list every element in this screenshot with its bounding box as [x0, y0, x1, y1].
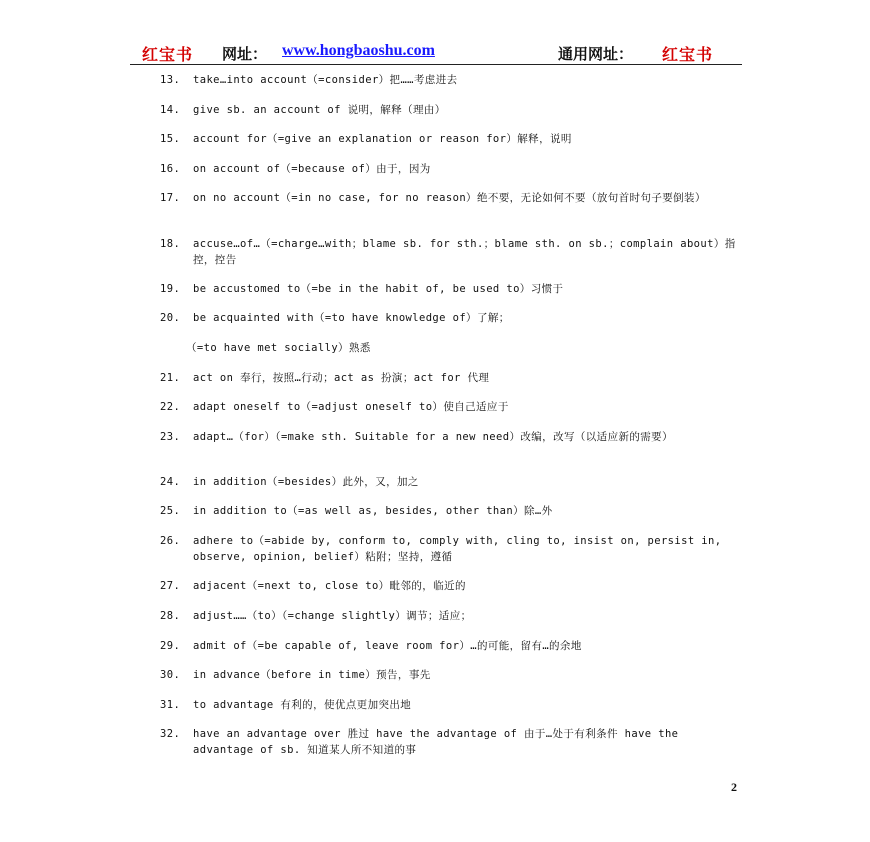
- page-header: [130, 40, 740, 64]
- item-number: 16.: [160, 163, 181, 175]
- list-item: [160, 608, 472, 624]
- item-text: act on 奉行，按照…行动；act as 扮演；act for 代理: [193, 372, 490, 384]
- item-number: 17.: [160, 192, 181, 204]
- list-item: [160, 726, 745, 758]
- header-divider: [130, 64, 742, 65]
- page-number: 2: [731, 780, 737, 794]
- item-text: in addition to（=as well as, besides, other than）除…外: [193, 505, 553, 517]
- item-number: 29.: [160, 640, 181, 652]
- item-number: 15.: [160, 133, 181, 145]
- list-item-continuation: [160, 340, 371, 356]
- item-text: adapt…（for）（=make sth. Suitable for a new need）改编，改写（以适应新的需要）: [193, 431, 673, 443]
- item-text: in advance（before in time）预告，事先: [193, 669, 431, 681]
- item-text: accuse…of…（=charge…with；blame sb. for sth.；blame sth. on sb.；complain about）指控，控告: [193, 238, 736, 266]
- item-text: adjacent（=next to, close to）毗邻的，临近的: [193, 580, 466, 592]
- list-item: [160, 474, 419, 490]
- list-item: [160, 697, 411, 713]
- item-text: adjust……（to）（=change slightly）调节；适应；: [193, 610, 472, 622]
- item-number: 30.: [160, 669, 181, 681]
- header-general-brand: 红宝书: [662, 45, 714, 64]
- item-text: （=to have met socially）熟悉: [186, 342, 371, 354]
- item-text: be accustomed to（=be in the habit of, be used to）习惯于: [193, 283, 564, 295]
- list-item: [160, 236, 745, 268]
- list-item: [160, 399, 509, 415]
- list-item: [160, 429, 745, 445]
- item-number: 20.: [160, 312, 181, 324]
- list-item: [160, 370, 489, 386]
- list-item: [160, 638, 582, 654]
- item-number: 32.: [160, 728, 181, 740]
- list-item: [160, 667, 431, 683]
- header-brand: 红宝书: [142, 45, 194, 64]
- item-text: to advantage 有利的，使优点更加突出地: [193, 699, 412, 711]
- item-number: 13.: [160, 74, 181, 86]
- item-text: account for（=give an explanation or reason for）解释，说明: [193, 133, 572, 145]
- item-number: 28.: [160, 610, 181, 622]
- item-text: on account of（=because of）由于，因为: [193, 163, 431, 175]
- item-number: 31.: [160, 699, 181, 711]
- item-text: admit of（=be capable of, leave room for）…的可能，留有…的余地: [193, 640, 582, 652]
- item-number: 23.: [160, 431, 181, 443]
- item-number: 14.: [160, 104, 181, 116]
- item-text: take…into account（=consider）把……考虑进去: [193, 74, 458, 86]
- item-number: 26.: [160, 535, 181, 547]
- item-number: 25.: [160, 505, 181, 517]
- item-text: in addition（=besides）此外，又，加之: [193, 476, 419, 488]
- item-number: 19.: [160, 283, 181, 295]
- list-item: [160, 578, 466, 594]
- list-item: [160, 72, 458, 88]
- item-text: adapt oneself to（=adjust oneself to）使自己适应于: [193, 401, 509, 413]
- item-number: 27.: [160, 580, 181, 592]
- list-item: [160, 281, 563, 297]
- item-text: be acquainted with（=to have knowledge of）了解；: [193, 312, 510, 324]
- item-text: adhere to（=abide by, conform to, comply with, cling to, insist on, persist in, observe, opinion, belief）粘附；坚持，遵循: [193, 535, 722, 563]
- item-number: 24.: [160, 476, 181, 488]
- list-item: [160, 161, 431, 177]
- item-text: on no account（=in no case, for no reason）绝不要，无论如何不要（放句首时句子要倒装）: [193, 192, 706, 204]
- item-number: 18.: [160, 238, 181, 250]
- header-url-link[interactable]: www.hongbaoshu.com: [282, 42, 435, 59]
- item-text: have an advantage over 胜过 have the advantage of 由于…处于有利条件 have the advantage of sb. 知道某人所不知道的事: [193, 728, 679, 756]
- list-item: [160, 503, 553, 519]
- header-general-label: 通用网址：: [558, 45, 634, 63]
- item-number: 21.: [160, 372, 181, 384]
- item-text: give sb. an account of 说明，解释（理由）: [193, 104, 446, 116]
- list-item: [160, 533, 745, 565]
- header-url-label: 网址：: [222, 45, 268, 63]
- list-item: [160, 102, 446, 118]
- item-number: 22.: [160, 401, 181, 413]
- list-item: [160, 190, 745, 206]
- list-item: [160, 310, 510, 326]
- list-item: [160, 131, 572, 147]
